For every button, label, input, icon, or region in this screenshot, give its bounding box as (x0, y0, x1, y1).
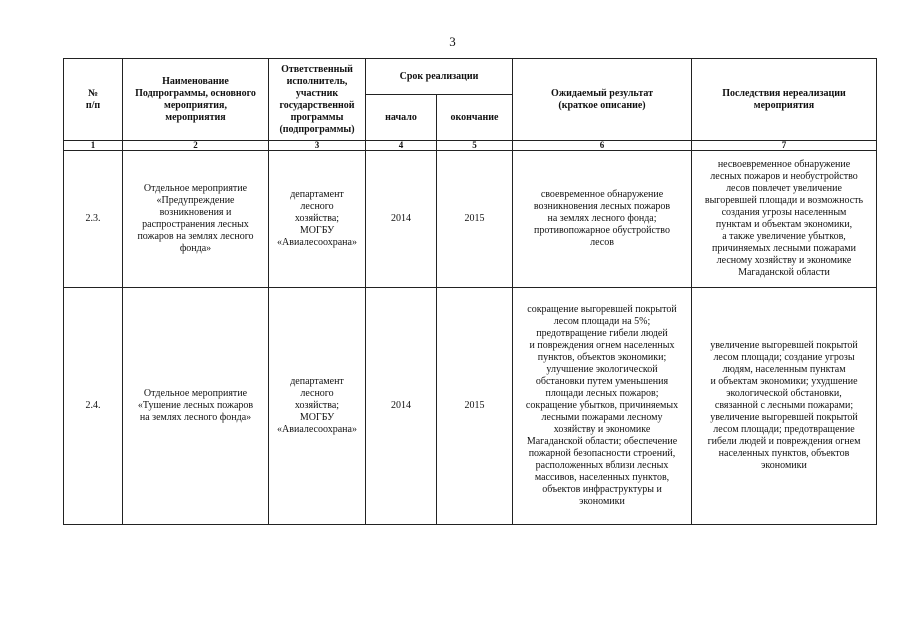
row-executor: департамент лесного хозяйства; МОГБУ «Авиалесоохрана» (269, 151, 366, 288)
row-name: Отдельное мероприятие «Тушение лесных пожаров на землях лесного фонда» (123, 288, 269, 525)
row-result: своевременное обнаружение возникновения лесных пожаров на землях лесного фонда; противопожарное обустройство лесов (513, 151, 692, 288)
program-activities-table (63, 58, 877, 525)
table-row (64, 288, 877, 525)
header-term-group: Срок реализации (366, 59, 513, 95)
row-start: 2014 (366, 288, 437, 525)
header-result: Ожидаемый результат (краткое описание) (513, 59, 692, 141)
row-name: Отдельное мероприятие «Предупреждение возникновения и распространения лесных пожаров на землях лесного фонда» (123, 151, 269, 288)
header-start: начало (366, 95, 437, 141)
column-number: 7 (692, 141, 877, 151)
row-start: 2014 (366, 151, 437, 288)
row-end: 2015 (437, 151, 513, 288)
header-consequences: Последствия нереализации мероприятия (692, 59, 877, 141)
column-number-row (64, 141, 877, 151)
column-number: 1 (64, 141, 123, 151)
column-number: 3 (269, 141, 366, 151)
column-number: 6 (513, 141, 692, 151)
row-result: сокращение выгоревшей покрытой лесом площади на 5%; предотвращение гибели людей и повреждения огнем населенных пунктов, объектов экономики; улучшение экологической обстановки путем уменьшения площади лесных пожаров; сокращение убытков, причиняемых лесными пожарами лесному хозяйству и экономике Магаданской области; обеспечение пожарной безопасности строений, расположенных вблизи лесных массивов, населенных пунктов, объектов инфраструктуры и экономики (513, 288, 692, 525)
row-end: 2015 (437, 288, 513, 525)
column-number: 2 (123, 141, 269, 151)
table-row (64, 151, 877, 288)
header-end: окончание (437, 95, 513, 141)
header-num: № п/п (64, 59, 123, 141)
row-executor: департамент лесного хозяйства; МОГБУ «Авиалесоохрана» (269, 288, 366, 525)
row-consequences: несвоевременное обнаружение лесных пожаров и необустройство лесов повлечет увеличение выгоревшей площади и возможность создания угрозы населенным пунктам и объектам экономики, а также увеличение убытков, причиняемых лесными пожарами лесному хозяйству и экономике Магаданской области (692, 151, 877, 288)
column-number: 4 (366, 141, 437, 151)
header-row-1 (64, 59, 877, 95)
column-number: 5 (437, 141, 513, 151)
row-num: 2.4. (64, 288, 123, 525)
row-consequences: увеличение выгоревшей покрытой лесом площади; создание угрозы людям, населенным пунктам и объектам экономики; ухудшение экологической обстановки, связанной с лесными пожарами; увеличение выгоревшей покрытой лесом площади; предотвращение гибели людей и повреждения огнем населенных пунктов, объектов экономики (692, 288, 877, 525)
header-executor: Ответственный исполнитель, участник государственной программы (подпрограммы) (269, 59, 366, 141)
row-num: 2.3. (64, 151, 123, 288)
header-name: Наименование Подпрограммы, основного мероприятия, мероприятия (123, 59, 269, 141)
page-number: 3 (449, 34, 456, 49)
